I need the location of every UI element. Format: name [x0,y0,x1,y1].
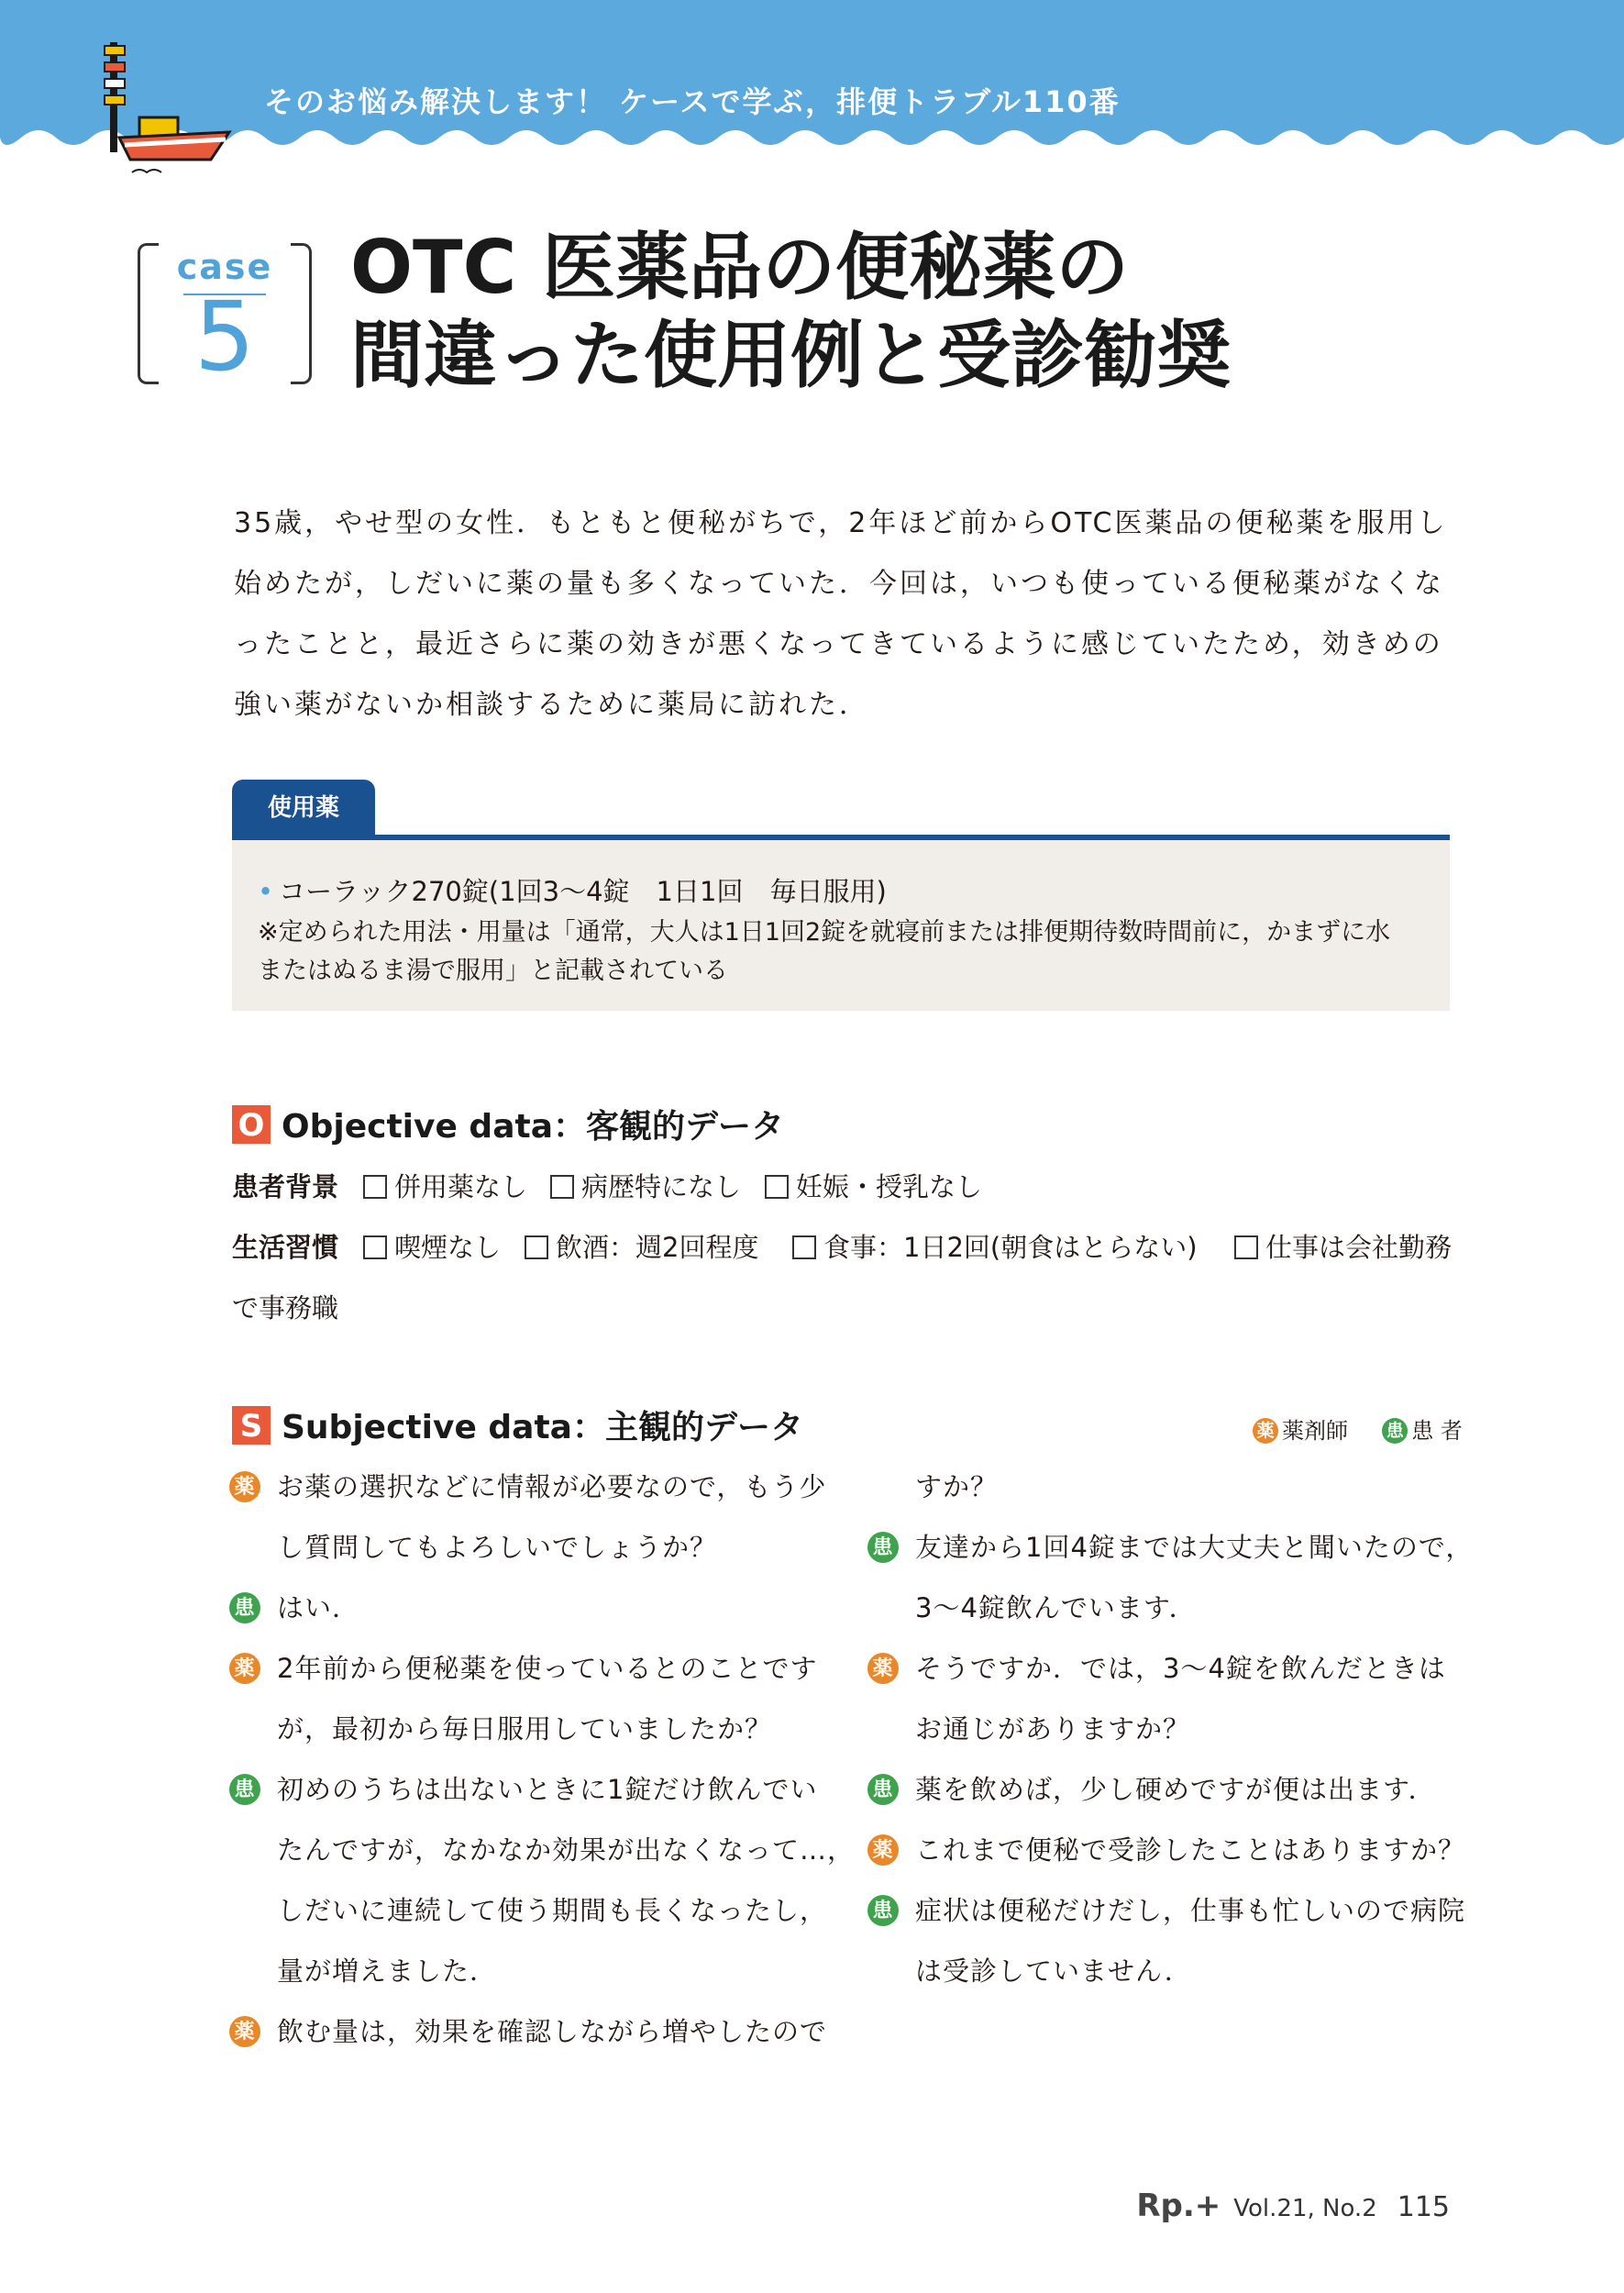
habits-label: 生活習慣 [232,1232,339,1263]
journal-logo: Rp.+ [1136,2188,1221,2224]
pharmacist-icon: 薬 [229,2016,260,2047]
checkbox-item: 喫煙なし [363,1227,501,1265]
case-introduction: 35歳，やせ型の女性．もともと便秘がちで，2年ほど前からOTC医薬品の便秘薬を服用し始めたが，しだいに薬の量も多くなっていた．今回は，いつも使っている便秘薬がなくなったことと，最近さらに薬の効きが悪くなってきているように感じていたため，効きめの強い薬がないか相談するために薬局に訪れた． [234,507,1448,721]
checkbox-item: 飲酒：週2回程度 [525,1227,758,1265]
dialogue-item: 薬 そうですか．では，3～4錠を飲んだときは お通じがありますか？ [915,1638,1446,1759]
patient-icon: 患 [867,1532,899,1563]
subjective-letter-icon: S [232,1406,271,1445]
drug-note: ※定められた用法・用量は「通常，大人は1日1回2錠を就寝前または排便期待数時間前に，かまずに水またはぬるま湯で服用」と記載されている [258,918,1391,985]
dialogue-item: 患 友達から1回4錠までは大丈夫と聞いたので， 3～4錠飲んでいます． [915,1517,1473,1638]
case-number-box [138,243,312,393]
pharmacist-icon: 薬 [867,1834,899,1866]
pharmacist-icon: 薬 [229,1653,260,1684]
checkbox-item: 妊娠・授乳なし [765,1167,982,1204]
title-line-2: 間違った使用例と受診勧奨 [350,313,1231,398]
dialogue-item: 薬 飲む量は，効果を確認しながら増やしたので [277,2001,827,2062]
patient-icon: 患 [867,1895,899,1926]
volume-info: Vol.21, No.2 [1233,2195,1377,2222]
dialogue-item: 患 症状は便秘だけだし，仕事も忙しいので病院 は受診していません． [915,1880,1465,2001]
pharmacist-icon: 薬 [867,1653,899,1684]
ship-icon [92,37,238,174]
objective-letter-icon: O [232,1105,271,1144]
subjective-heading: Subjective data：主観的データ [282,1409,803,1446]
patient-icon: 患 [229,1774,260,1805]
dialogue-item: 薬 お薬の選択などに情報が必要なので，もう少 し質問してもよろしいでしょうか？ [277,1457,826,1578]
bullet-icon: • [258,876,274,907]
habits-continued: で事務職 [232,1292,339,1324]
checkbox-item: 食事：1日2回(朝食はとらない) [792,1227,1198,1265]
checkbox-item: 併用薬なし [363,1167,527,1204]
dialogue-item: 患 はい． [277,1578,359,1638]
dialogue-item: 薬 2年前から便秘薬を使っているとのことです が，最初から毎日服用していましたか？ [277,1638,817,1759]
header-series-title: そのお悩み解決します！ ケースで学ぶ，排便トラブル110番 [264,84,1121,119]
checkbox-icon [792,1235,816,1259]
dialogue-continued: すか？ [915,1471,999,1502]
page-number: 115 [1397,2191,1450,2223]
page-title [350,224,1231,400]
checkbox-icon [363,1175,387,1199]
patient-icon: 患 [229,1592,260,1623]
drug-item [258,871,887,909]
pharmacist-icon: 薬 [1253,1418,1278,1444]
header-banner [0,0,1624,158]
patient-icon: 患 [1382,1418,1408,1444]
patient-icon: 患 [867,1774,899,1805]
checkbox-icon [363,1235,387,1259]
objective-heading: Objective data：客観的データ [282,1108,784,1146]
patient-legend-label: 患 者 [1411,1418,1463,1444]
dialogue-item: 患 初めのうちは出ないときに1錠だけ飲んでい たんですが，なかなか効果が出なくなって…， しだいに連続して使う期間も長くなったし， 量が増えました． [277,1759,855,2001]
page-footer [1136,2188,1450,2224]
speaker-legend [1253,1412,1463,1445]
title-line-1: OTC 医薬品の便秘薬の [350,225,1130,310]
drug-box [232,840,1450,1011]
checkbox-icon [525,1235,548,1259]
checkbox-icon [550,1175,574,1199]
drug-tab-label: 使用薬 [232,780,375,835]
checkbox-icon [1234,1235,1258,1259]
checkbox-item: 仕事は会社勤務 [1234,1227,1452,1265]
checkbox-item: 病歴特になし [550,1167,741,1204]
drug-item-text: コーラック270錠(1回3～4錠 1日1回 毎日服用) [279,876,887,907]
case-label: case [176,247,273,287]
dialogue-item: 患 薬を飲めば，少し硬めですが便は出ます． [915,1759,1436,1820]
dialogue-item: 薬 これまで便秘で受診したことはありますか？ [915,1820,1465,1880]
pharmacist-legend-label: 薬剤師 [1282,1418,1348,1444]
background-label: 患者背景 [232,1171,339,1202]
case-number: 5 [193,281,256,393]
checkbox-icon [765,1175,789,1199]
pharmacist-icon: 薬 [229,1471,260,1502]
